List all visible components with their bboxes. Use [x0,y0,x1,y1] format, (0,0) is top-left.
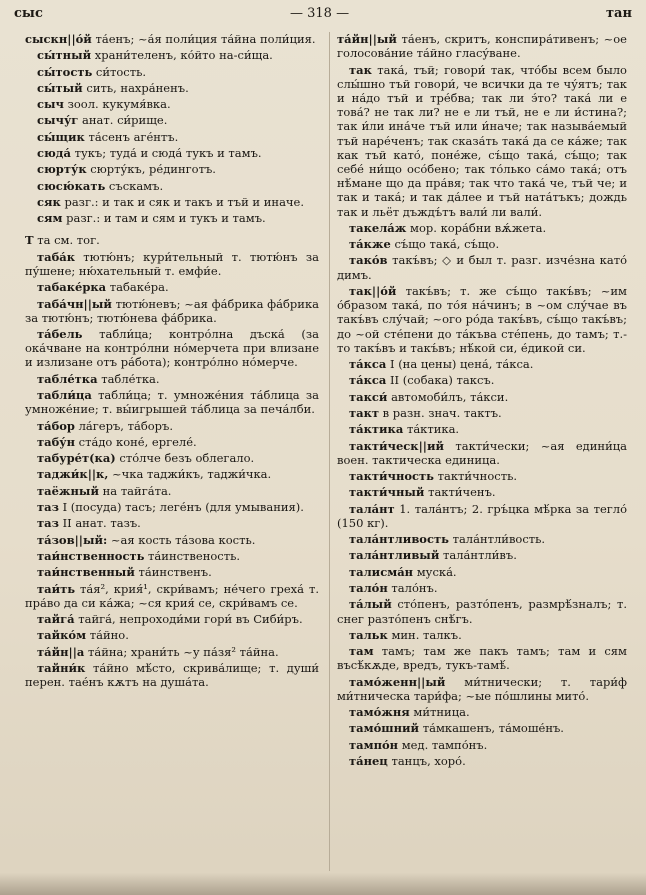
entry: та́йн||ый та́енъ, скритъ, конспира́тивенъ; ~ое голосова́ние та́йно гласу́ване. [337,32,627,61]
headword: тамо́шний [349,721,420,736]
entry: такти́чный такти́ченъ. [349,485,496,500]
entry: таз II анат. тазъ. [37,516,141,531]
right-column [337,32,627,770]
entry: тако́в такъ́въ; ◇ и был т. разг. изче́зна като́ димъ. [337,253,627,282]
headword: та́бор [37,418,75,433]
headword: тала́нт [349,501,395,516]
headword: тала́нтливый [349,548,440,563]
entry: там тамъ; там же пакъ тамъ; там и сям въсѣ́кѫде, вредъ, тукъ-тамѣ́. [337,644,627,673]
headword: та́бель [37,327,83,342]
entry: сюда́ тукъ; туда́ и сюда́ тукъ и тамъ. [37,146,262,161]
entry: таджи́к||к, ~чка таджи́къ, таджи́чка. [37,467,272,482]
entry: тальк мин. талкъ. [349,627,462,642]
headword: табле́тка [37,371,98,386]
headword: сы́тный [37,48,92,63]
entry: таба́к тютю́нъ; кури́тельный т. тютю́нъ за пу́шене; ню́хательный т. емфи́е. [25,249,319,278]
entry: та́нец танцъ, хоро́. [349,753,466,768]
headword: та́кже [349,237,391,252]
headword: та́кса [349,357,387,372]
entry: табу́н ста́до коне́, ергеле́. [37,434,197,449]
headword: сюда́ [37,146,71,161]
headword: сыскн||о́й [25,32,92,46]
headword: такт [349,405,380,420]
headword: сы́щик [37,129,85,144]
header-left-guideword: сыс [14,6,43,21]
headword: так [349,62,372,77]
headword: та́ктика [349,422,404,437]
entry: табаке́рка табаке́ра. [37,280,169,295]
headword: табли́ца [37,388,92,403]
entry: сы́тость си́тость. [37,64,147,79]
entry: та́кже съ́що така́, съ́що. [349,237,500,252]
headword: та́зов||ый: [37,532,108,547]
entry: та́зов||ый: ~ая кость та́зова кость. [37,532,256,547]
headword: таба́к [37,249,76,264]
headword: таба́чн||ый [37,296,112,311]
entry: сы́тый сить, нахра́ненъ. [37,80,189,95]
left-column [25,32,319,691]
headword: та́кса [349,373,387,388]
headword: сяк [37,194,61,209]
entry: та́кса II (собака) таксъ. [349,373,495,388]
headword: тало́н [349,581,388,595]
entry: сы́щик та́сенъ аге́нтъ. [37,129,179,144]
entry: табле́тка табле́тка. [37,371,160,386]
entry: такти́ческ||ий такти́чески; ~ая едини́ца воен. тактическа единица. [337,438,627,467]
entry: тайко́м та́йно. [37,628,129,643]
entry: таёжный на тайга́та. [37,483,172,498]
headword: та́йн||ый [337,32,397,46]
headword: таи́нственность [37,548,145,563]
entry: тало́н тало́нъ. [349,581,438,595]
headword: так||о́й [349,283,397,298]
headword: такти́чный [349,485,425,500]
entry: такси́ автомоби́лъ, та́кси. [349,389,509,404]
headword: тампо́н [349,737,399,752]
entry: тамо́женн||ый ми́тнически; т. тари́ф ми́тническа тари́фа; ~ые по́шлины мито́. [337,674,627,703]
entry: табуре́т(ка) сто́лче безъ облегало. [37,451,255,466]
entry: сям разг.: и там и сям и тукъ и тамъ. [37,211,266,226]
entry: сяк разг.: и так и сяк и такъ и тъй и иначе. [37,194,304,209]
headword: та́йн||а [37,644,85,659]
headword: такти́чность [349,469,434,484]
entry: талисма́н муска́. [349,564,457,579]
entry: тайга́ тайга́, непроходи́ми гори́ въ Сиби́ръ. [37,612,303,627]
entry: такела́ж мор. кора́бни вѫ́жета. [349,220,547,235]
entry: та́йн||а та́йна; храни́ть ~у па́зя² та́йна. [37,644,279,659]
entry: та́бор ла́геръ, та́боръ. [37,418,174,433]
page-number: — 318 — [290,6,350,21]
entry: таи́нственный та́инственъ. [37,565,212,580]
headword: сям [37,211,63,226]
headword: такси́ [349,389,388,404]
headword: сычу́г [37,113,79,128]
entry: сыч зоол. кукумя́вка. [37,97,171,112]
page-header [0,6,646,26]
entry: та́ктика та́ктика. [349,422,460,437]
entry: та́лый сто́пенъ, разто́пенъ, размрѣ́зналъ; т. снег разто́пенъ снѣ́гъ. [337,597,627,626]
entry: сюсю́кать съскамъ. [37,178,164,193]
headword: табуре́т(ка) [37,451,116,466]
entry: Т та см. тог. [25,233,100,248]
headword: тайко́м [37,628,87,643]
entry: тамо́жня ми́тница. [349,705,470,720]
headword: сыч [37,97,64,112]
entry: тайни́к та́йно мѣ́сто, скрива́лище; т. души́ перен. тае́нъ кѫтъ на душа́та. [25,660,319,690]
entry: тала́нтливый тала́нтли́въ. [349,548,517,563]
entry: так||о́й такъ́въ; т. же съ́що такъ́въ; ~им о́бразом така́, по то́я на́чинъ; в ~ом слу́чае въ такъ́въ слу́чай; ~ого ро́да такъ́въ, съ́що такъ́въ; до ~ой сте́пени до та́къва сте́пень, до тамъ; т.-то такъ́въ и такъ́въ; нѣ́кой си, е́дикой си. [337,283,627,355]
headword: сы́тость [37,64,93,79]
headword: таз [37,500,59,515]
headword: таджи́к||к, [37,467,109,482]
entry: сюрту́к сюрту́къ, ре́динготъ. [37,162,216,177]
headword: Т [25,233,34,248]
headword: таи́нственный [37,565,135,580]
headword: таз [37,516,59,531]
headword: тамо́женн||ый [349,674,446,689]
headword: тайни́к [37,660,86,675]
header-right-guideword: тан [606,6,632,21]
headword: тайга́ [37,612,75,627]
entry: таи́ть та́я², крия́¹, скри́вамъ; не́чего греха́ т. пра́во да си ка́жа; ~ся крия́ се, скри́вамъ се. [25,581,319,610]
headword: та́нец [349,753,388,768]
entry: сычу́г анат. си́рище. [37,113,168,128]
column-divider [329,32,330,871]
headword: такти́ческ||ий [349,438,445,453]
headword: табаке́рка [37,280,107,295]
entry: та́бель табли́ца; контро́лна дъска́ (за ока́чване на контро́лни но́мерчета при влизане и излизане отъ ра́бота); контро́лно но́мерче. [25,327,319,370]
entry: сы́тный храни́теленъ, ко́йто на-си́ща. [37,48,273,63]
entry: та́кса I (на цены) цена́, та́кса. [349,357,534,372]
headword: тальк [349,627,388,642]
entry: тампо́н мед. тампо́нъ. [349,737,488,752]
entry: таи́нственность та́инственость. [37,548,240,563]
headword: табу́н [37,434,76,449]
entry: такти́чность такти́чность. [349,469,517,484]
entry: так така́, тъй; говори́ так, что́бы всем было слы́шно тъй говори́, че всички да те чу́ятъ; так и на́до тъй и тре́бва; так ли э́то? така́ ли е това́? не так ли? не е ли тъй, не е ли и́стина?; так и́ли ина́че тъй или и́наче; так называ́емый тъй наре́ченъ; так сказа́ть така́ да се ка́же; так как тъй като́, поне́же, съ́що така́, съ́що; так себе́ ни́що осо́бено; так то́лько са́мо така́; отъ нѣ́мане що да пра́вя; так что така́ че, тъй че; и так и така́; и так да́лее и тъй ната́тъкъ; дождь так и льёт дъждъ́тъ вали́ ли вали́. [337,62,627,219]
entry: сыскн||о́й та́енъ; ~а́я поли́ция та́йна поли́ция. [25,32,316,46]
headword: таёжный [37,483,99,498]
entry: тала́нтливость тала́нтли́вость. [349,532,546,547]
headword: таи́ть [37,581,76,596]
headword: та́лый [349,597,392,612]
headword: сы́тый [37,80,83,95]
entry: тала́нт 1. тала́нтъ; 2. гръ́цка мѣ́рка за тегло́ (150 кг). [337,501,627,530]
entry: такт в разн. знач. тактъ. [349,405,502,420]
headword: там [349,644,374,659]
entry: тамо́шний та́мкашенъ, та́моше́нъ. [349,721,564,736]
page-bottom-shadow [0,873,646,895]
headword: тамо́жня [349,705,410,720]
headword: тала́нтливость [349,532,449,547]
headword: такела́ж [349,220,407,235]
headword: тако́в [349,253,388,268]
headword: сюсю́кать [37,178,106,193]
headword: талисма́н [349,564,414,579]
entry: таз I (посуда) тасъ; леге́нъ (для умывания). [37,500,304,515]
entry: табли́ца табли́ца; т. умноже́ния та́блица за умноже́ние; т. вы́игрышей та́блица за печа́лби. [25,388,319,417]
entry: таба́чн||ый тютю́невъ; ~ая фа́брика фа́брика за тютю́нъ; тютю́нева фа́брика. [25,296,319,325]
headword: сюрту́к [37,162,87,177]
